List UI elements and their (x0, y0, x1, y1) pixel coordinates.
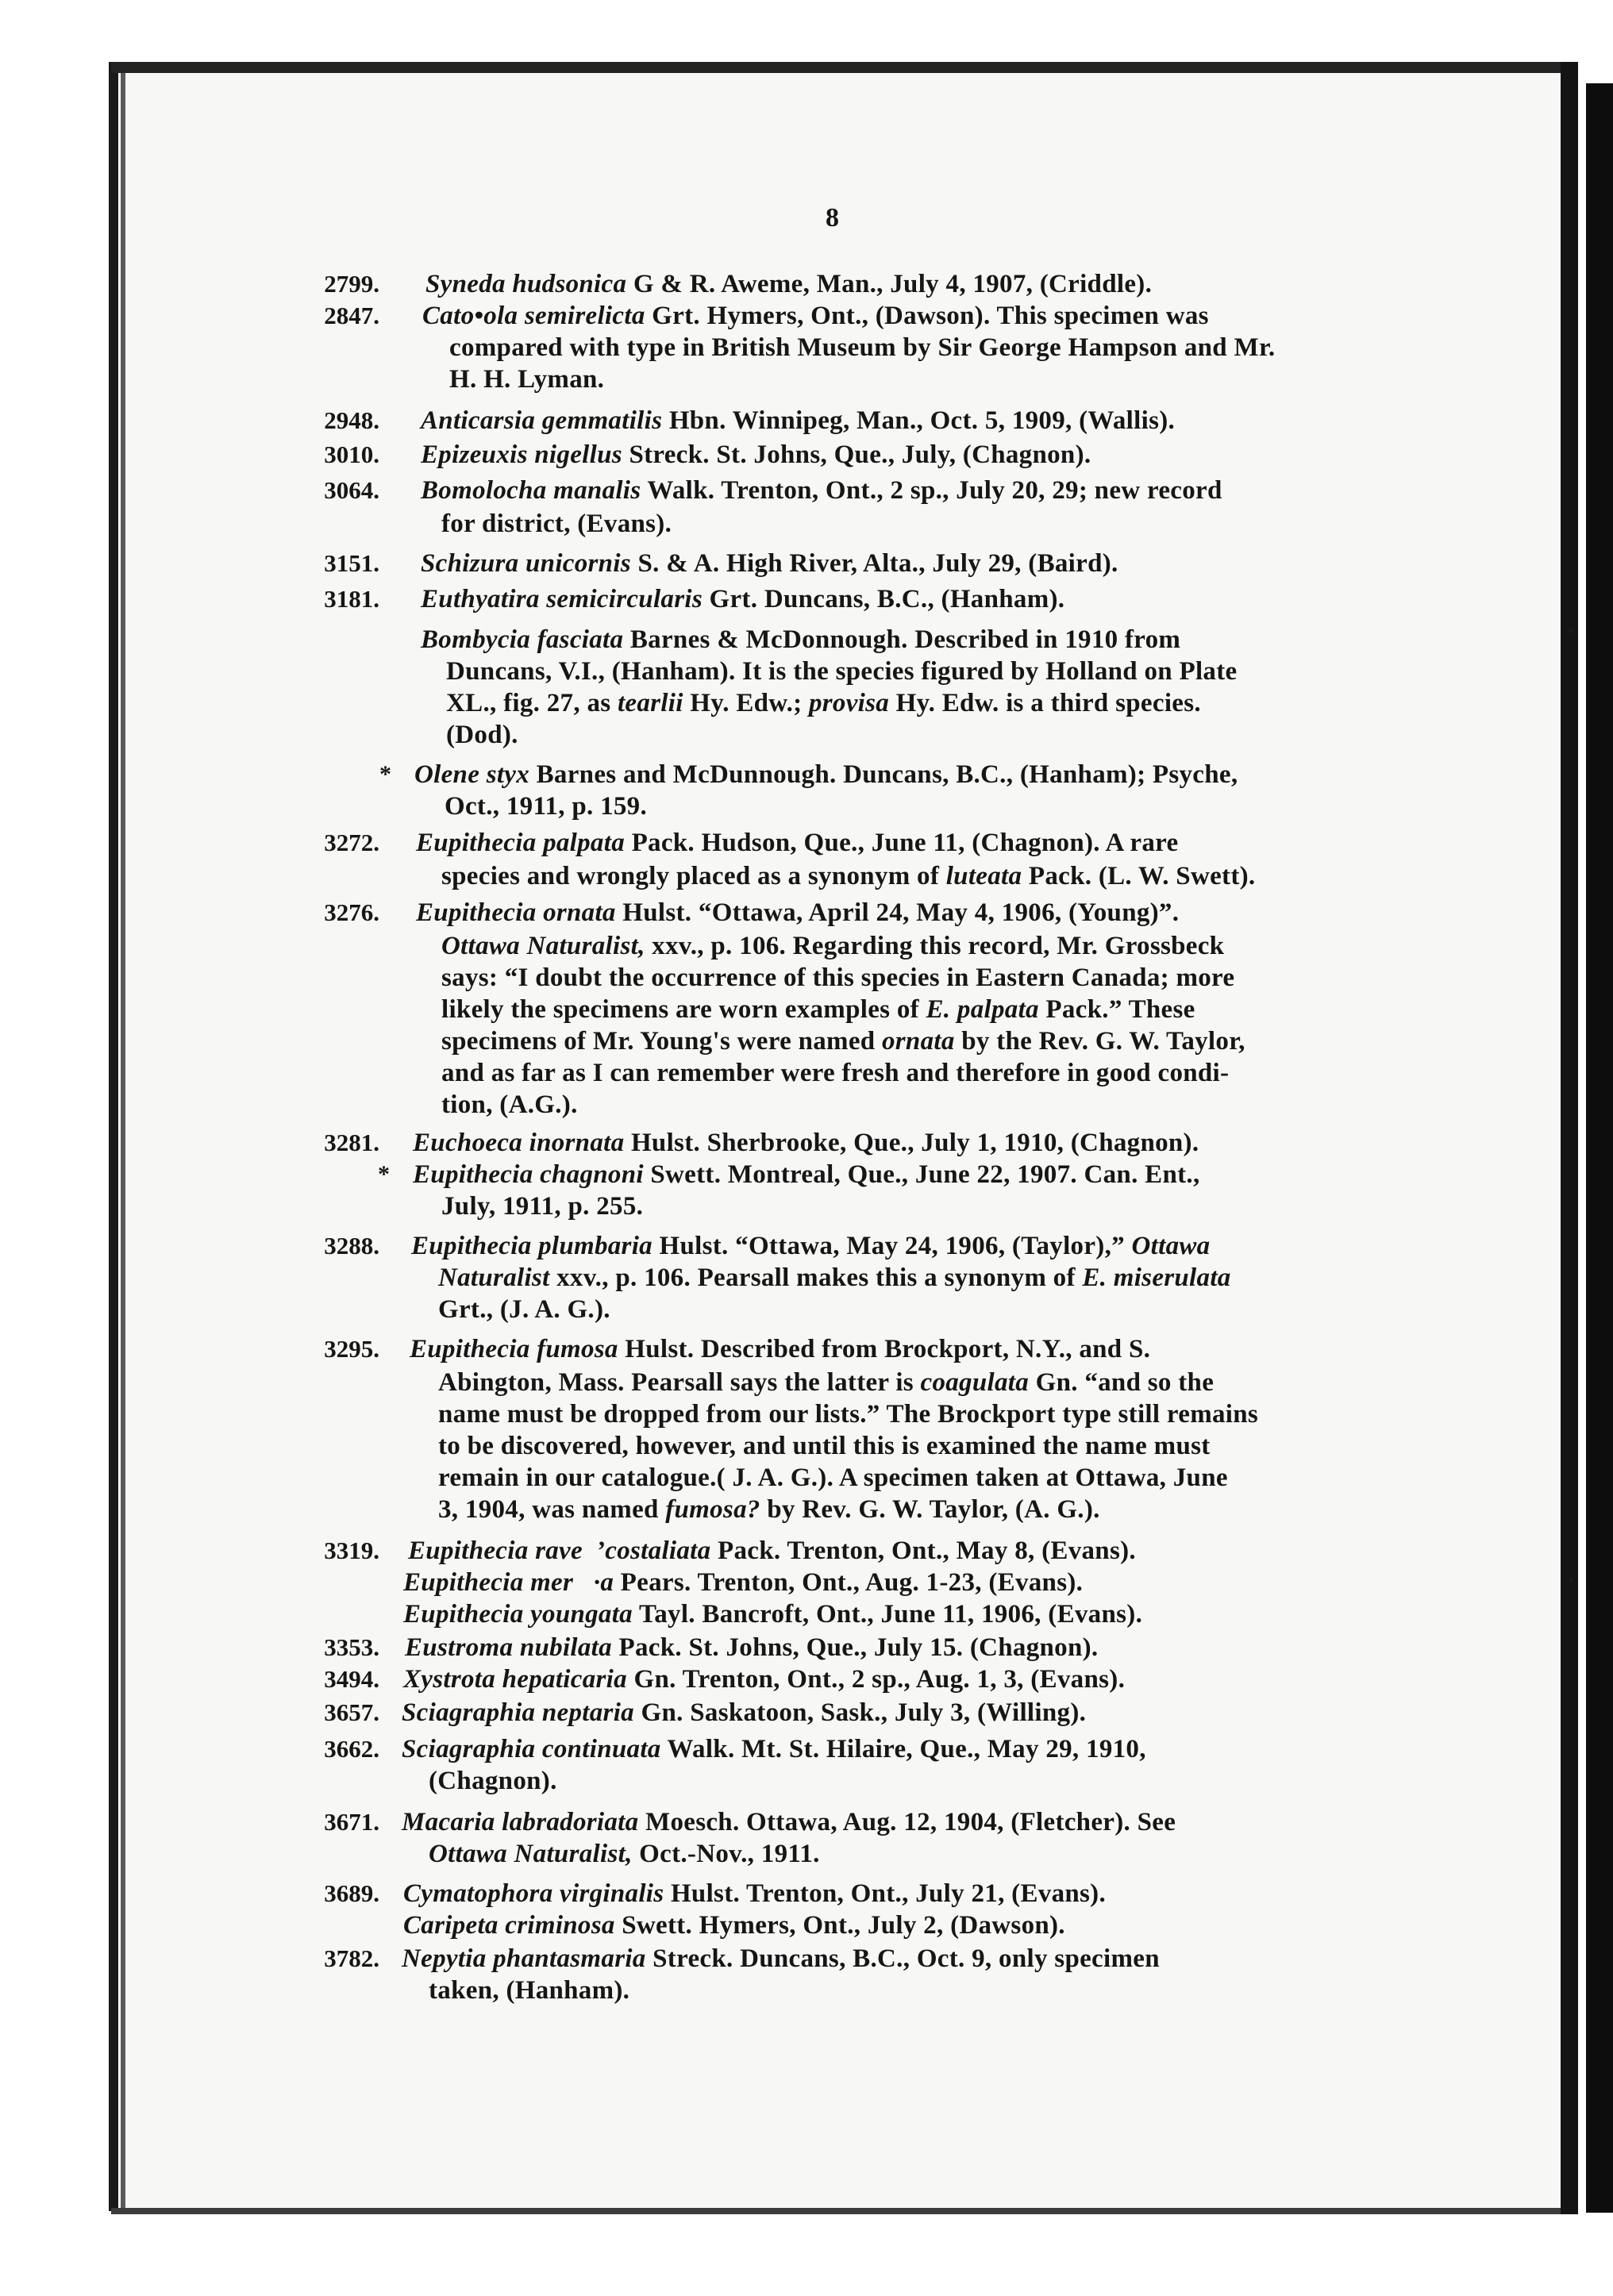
entry-text: Gn. Trenton, Ont., 2 sp., Aug. 1, 3, (Evans). (626, 1665, 1126, 1694)
entry-text: taken, (Hanham). (429, 1976, 630, 2005)
entry-first-line (421, 624, 1180, 656)
entry-text: by the Rev. G. W. Taylor, (954, 1027, 1245, 1056)
entry-continuation-line (441, 1190, 643, 1222)
species-name: Eupithecia ornata (416, 898, 616, 927)
entry-text: compared with type in British Museum by Sir George Hampson and Mr. (449, 333, 1276, 362)
entry-text: Streck. Duncans, B.C., Oct. 9, only specimen (645, 1944, 1160, 1973)
entry-text: Hy. Edw. is a third species. (889, 689, 1201, 717)
species-name: Anticarsia gemmatilis (421, 406, 663, 435)
species-name: Macaria labradoriata (402, 1808, 639, 1836)
entry-number: 3281. (324, 1129, 379, 1156)
species-name: Eupithecia fumosa (410, 1335, 618, 1363)
entry-number: 3662. (324, 1735, 379, 1763)
entry-number: 3494. (324, 1665, 379, 1693)
entry-continuation-line (438, 1462, 1228, 1494)
italic-text: fumosa? (665, 1495, 760, 1524)
entry-continuation-line (441, 930, 1224, 962)
entry-number: 3272. (324, 829, 379, 856)
entry-text: Oct., 1911, p. 159. (445, 792, 648, 821)
entry-number: 3689. (324, 1879, 379, 1907)
entry-continuation-line (429, 1975, 629, 2006)
species-name: Olene styx (414, 760, 530, 789)
entry-text: Gn. “and so the (1029, 1368, 1215, 1397)
entry-text: Hulst. Trenton, Ont., July 21, (Evans). (664, 1879, 1107, 1908)
species-name: Cato•ola semirelicta (422, 302, 645, 330)
entry-first-line (405, 1632, 1098, 1663)
entry-text: Barnes & McDonnough. Described in 1910 from (623, 625, 1181, 654)
species-name: Eustroma nubilata (405, 1633, 612, 1662)
entry-text: Pack. Hudson, Que., June 11, (Chagnon). A rare (625, 829, 1179, 857)
entry-continuation-line (441, 994, 1195, 1025)
entry-continuation-line (449, 332, 1275, 363)
page-number: 8 (826, 203, 839, 233)
entry-text: Oct.-Nov., 1911. (632, 1840, 820, 1868)
species-name: Epizeuxis nigellus (421, 440, 622, 469)
entry-first-line (416, 827, 1178, 859)
species-name: Syneda hudsonica (425, 270, 627, 298)
entry-continuation-line (429, 1765, 557, 1797)
italic-text: luteata (945, 862, 1022, 890)
entry-text: Pears. Trenton, Ont., Aug. 1-23, (Evans). (614, 1568, 1084, 1597)
entry-text: Hulst. “Ottawa, May 24, 1906, (Taylor),” (652, 1232, 1132, 1260)
entry-text: July, 1911, p. 255. (441, 1192, 644, 1221)
edge-speck (1569, 629, 1573, 633)
entry-number: 3782. (324, 1944, 379, 1972)
entry-text: and as far as I can remember were fresh and therefore in good condi- (441, 1059, 1230, 1087)
species-name: Xystrota hepaticaria (403, 1665, 627, 1694)
entry-text: (Dod). (446, 721, 518, 749)
scan-edge-right (1561, 62, 1578, 2214)
italic-text: ornata (881, 1027, 955, 1056)
entry-continuation-line (441, 1025, 1245, 1057)
entry-text: Moesch. Ottawa, Aug. 12, 1904, (Fletcher). See (638, 1808, 1176, 1836)
entry-text: remain in our catalogue.( J. A. G.). A specimen taken at Ottawa, June (438, 1463, 1228, 1492)
entry-first-line (402, 1806, 1176, 1838)
entry-text: Hbn. Winnipeg, Man., Oct. 5, 1909, (Wallis). (662, 406, 1176, 435)
entry-first-line (416, 897, 1179, 929)
entry-number: 2948. (324, 406, 379, 434)
new-species-marker: * (378, 1161, 390, 1187)
species-name: Nepytia phantasmaria (402, 1944, 646, 1973)
scan-edge-left (109, 62, 118, 2211)
entry-text: Hy. Edw.; (683, 689, 809, 717)
entry-text: Swett. Hymers, Ont., July 2, (Dawson). (614, 1911, 1065, 1940)
species-name: Eupithecia plumbaria (411, 1232, 653, 1260)
entry-continuation-line (441, 962, 1234, 994)
entry-first-line (408, 1535, 1136, 1567)
entry-continuation-line (438, 1494, 1100, 1525)
entry-text: Pack. Trenton, Ont., May 8, (Evans). (710, 1536, 1136, 1565)
entry-text: S. & A. High River, Alta., July 29, (Baird). (630, 549, 1118, 578)
entry-text: name must be dropped from our lists.” The Brockport type still remains (438, 1400, 1259, 1429)
species-name: Euchoeca inornata (413, 1129, 625, 1157)
entry-text: says: “I doubt the occurrence of this species in Eastern Canada; more (441, 963, 1235, 992)
italic-text: tearlii (617, 689, 683, 717)
entry-text: Streck. St. Johns, Que., July, (Chagnon). (622, 440, 1091, 469)
entry-number: 3657. (324, 1698, 379, 1726)
new-species-marker: * (379, 761, 391, 787)
edge-speck (1569, 1578, 1573, 1583)
italic-text: coagulata (920, 1368, 1030, 1397)
entry-text: specimens of Mr. Young's were named (441, 1027, 882, 1056)
entry-first-line (425, 268, 1152, 300)
entry-text: Duncans, V.I., (Hanham). It is the species figured by Holland on Plate (446, 657, 1238, 686)
entry-first-line (422, 300, 1209, 332)
species-name: Ottawa Naturalist, (441, 932, 645, 960)
entry-number: 2847. (324, 302, 379, 329)
entry-text: Hulst. Sherbrooke, Que., July 1, 1910, (Chagnon). (624, 1129, 1199, 1157)
species-name: Naturalist (438, 1263, 550, 1292)
entry-text: Pack. St. Johns, Que., July 15. (Chagnon). (611, 1633, 1099, 1662)
entry-continuation-line (446, 687, 1201, 719)
entry-text: Grt. Hymers, Ont., (Dawson). This specimen was (645, 302, 1209, 330)
species-name: Schizura unicornis (421, 549, 631, 578)
entry-text: Walk. Mt. St. Hilaire, Que., May 29, 1910, (660, 1735, 1146, 1763)
entry-continuation-line (441, 1089, 578, 1121)
species-name: Euthyatira semicircularis (421, 585, 703, 613)
italic-text: E. miserulata (1082, 1263, 1231, 1292)
entry-text: 3, 1904, was named (438, 1495, 666, 1524)
entry-text: species and wrongly placed as a synonym of (441, 862, 946, 890)
entry-first-line (421, 475, 1222, 506)
entry-continuation-line (449, 363, 604, 395)
entry-text: Abington, Mass. Pearsall says the latter is (438, 1368, 921, 1397)
facing-page-edge (1586, 83, 1613, 2213)
entry-text: by Rev. G. W. Taylor, (A. G.). (760, 1495, 1100, 1524)
entry-continuation-line (438, 1294, 610, 1325)
italic-text: E. palpata (926, 995, 1039, 1024)
entry-first-line (403, 1598, 1142, 1630)
entry-continuation-line (438, 1430, 1211, 1462)
entry-number: 3181. (324, 585, 379, 613)
entry-first-line (403, 1878, 1106, 1909)
entry-first-line (421, 439, 1091, 471)
entry-text: likely the specimens are worn examples of (441, 995, 926, 1024)
entry-continuation-line (445, 790, 647, 822)
entry-text: Swett. Montreal, Que., June 22, 1907. Can. Ent., (643, 1160, 1200, 1189)
entry-text: Hulst. Described from Brockport, N.Y., and S. (618, 1335, 1151, 1363)
entry-number: 2799. (324, 270, 379, 298)
entry-number: 3288. (324, 1232, 379, 1260)
entry-text: xxv., p. 106. Regarding this record, Mr. Grossbeck (645, 932, 1225, 960)
species-name: Eupithecia chagnoni (413, 1160, 644, 1189)
entry-text: XL., fig. 27, as (446, 689, 618, 717)
entry-continuation-line (446, 719, 518, 751)
species-name: Bombycia fasciata (421, 625, 624, 654)
entry-text: Grt., (J. A. G.). (438, 1295, 610, 1324)
entry-continuation-line (441, 1057, 1229, 1089)
entry-text: Grt. Duncans, B.C., (Hanham). (702, 585, 1065, 613)
entry-first-line (403, 1663, 1125, 1695)
italic-text: provisa (808, 689, 890, 717)
scan-edge-top (111, 62, 1570, 73)
entry-number: 3671. (324, 1808, 379, 1836)
species-name: Eupithecia rave ’costaliata (408, 1536, 711, 1565)
entry-text: for district, (Evans). (441, 510, 672, 538)
entry-text: G & R. Aweme, Man., July 4, 1907, (Criddle). (626, 270, 1153, 298)
species-name: Sciagraphia continuata (402, 1735, 661, 1763)
species-name: Bomolocha manalis (421, 476, 641, 505)
entry-continuation-line (441, 860, 1255, 892)
entry-text: (Chagnon). (429, 1767, 557, 1795)
entry-first-line (414, 759, 1238, 790)
entry-first-line (410, 1333, 1150, 1365)
entry-number: 3010. (324, 440, 379, 468)
entry-text: Hulst. “Ottawa, April 24, May 4, 1906, (Young)”. (615, 898, 1180, 927)
entry-text: Pack. (L. W. Swett). (1022, 862, 1256, 890)
species-name: Eupithecia palpata (416, 829, 626, 857)
entry-number: 3064. (324, 476, 379, 504)
scan-gutter (1578, 83, 1586, 2213)
entry-first-line (402, 1733, 1146, 1765)
entry-first-line (421, 405, 1175, 437)
entry-first-line (421, 548, 1118, 579)
scan-edge-bottom (111, 2208, 1570, 2214)
entry-text: Walk. Trenton, Ont., 2 sp., July 20, 29; new record (641, 476, 1222, 505)
entry-first-line (402, 1943, 1160, 1975)
species-name: Ottawa Naturalist, (429, 1840, 633, 1868)
entry-first-line (413, 1159, 1200, 1190)
italic-text: Ottawa (1131, 1232, 1211, 1260)
entry-number: 3276. (324, 898, 379, 926)
entry-first-line (413, 1127, 1199, 1159)
entry-text: Barnes and McDunnough. Duncans, B.C., (Hanham); Psyche, (529, 760, 1238, 789)
entry-first-line (403, 1909, 1065, 1941)
entry-text: tion, (A.G.). (441, 1090, 578, 1119)
entry-text: to be discovered, however, and until this is examined the name must (438, 1432, 1211, 1460)
entry-continuation-line (438, 1367, 1214, 1398)
entry-continuation-line (438, 1262, 1231, 1294)
entry-number: 3353. (324, 1633, 379, 1661)
entry-continuation-line (441, 508, 672, 540)
entry-text: xxv., p. 106. Pearsall makes this a synonym of (549, 1263, 1083, 1292)
entry-first-line (411, 1230, 1210, 1262)
entry-continuation-line (446, 656, 1237, 687)
entry-first-line (402, 1697, 1086, 1729)
species-name: Sciagraphia neptaria (402, 1698, 634, 1727)
species-name: Caripeta criminosa (403, 1911, 615, 1940)
scan-margin (0, 0, 95, 2296)
entry-number: 3295. (324, 1335, 379, 1363)
species-name: Eupithecia mer ·a (403, 1568, 614, 1597)
entry-text: Tayl. Bancroft, Ont., June 11, 1906, (Evans). (633, 1600, 1143, 1629)
entry-first-line (403, 1567, 1083, 1598)
entry-continuation-line (438, 1398, 1258, 1430)
entry-number: 3151. (324, 549, 379, 577)
entry-number: 3319. (324, 1536, 379, 1564)
entry-text: Gn. Saskatoon, Sask., July 3, (Willing). (633, 1698, 1087, 1727)
entry-text: H. H. Lyman. (449, 365, 605, 394)
entry-continuation-line (429, 1838, 820, 1870)
species-name: Eupithecia youngata (403, 1600, 633, 1629)
entry-text: Pack.” These (1038, 995, 1195, 1024)
entry-first-line (421, 583, 1064, 615)
species-name: Cymatophora virginalis (403, 1879, 664, 1908)
